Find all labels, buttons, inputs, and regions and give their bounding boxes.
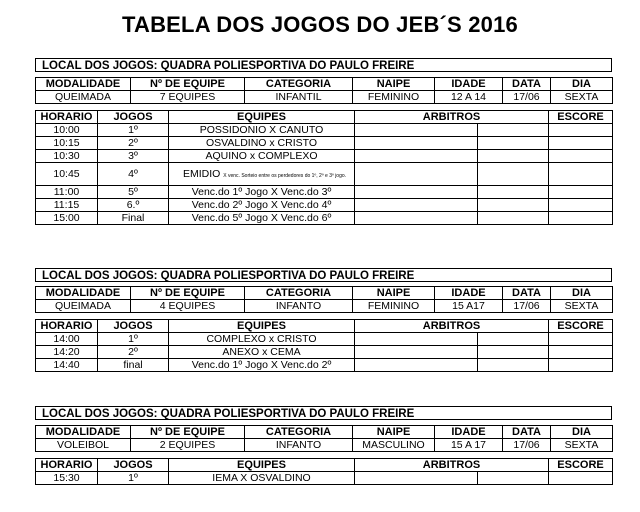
game-teams [169,163,355,186]
game-arbitro [355,199,478,212]
game-time: 15:00 [36,212,98,225]
games-table [35,458,613,485]
game-time: 14:40 [36,359,98,372]
games-table [35,319,613,372]
header-escore: ESCORE [549,111,613,124]
game-escore [549,150,613,163]
header-arbitros: ARBITROS [355,111,549,124]
info-dia: SEXTA [551,91,613,104]
header-arbitros: ARBITROS [355,459,549,472]
table-row [36,186,613,199]
game-arbitro [355,333,478,346]
game-escore [549,137,613,150]
game-arbitro-2 [478,212,549,225]
game-arbitro [355,124,478,137]
info-idade: 15 A17 [435,300,503,313]
header-escore: ESCORE [549,320,613,333]
game-teams: AQUINO x COMPLEXO [169,150,355,163]
section-2 [35,268,612,371]
table-row [36,150,613,163]
game-arbitro-2 [478,359,549,372]
game-arbitro-2 [478,124,549,137]
table-row [36,137,613,150]
table-row [36,333,613,346]
game-number: 1º [98,124,169,137]
info-modalidade: QUEIMADA [36,91,131,104]
game-time: 10:30 [36,150,98,163]
header-num-equipe: Nº DE EQUIPE [131,287,245,300]
header-idade: IDADE [435,426,503,439]
info-modalidade: VOLEIBOL [36,439,131,452]
game-number: 2º [98,346,169,359]
game-teams-name: EMIDIO [183,168,221,180]
game-arbitro-2 [478,137,549,150]
game-teams: POSSIDONIO X CANUTO [169,124,355,137]
info-table [35,425,613,452]
local-label: LOCAL DOS JOGOS: QUADRA POLIESPORTIVA DO PAULO FREIRE [35,58,612,72]
info-table [35,77,613,104]
game-teams: Venc.do 1º Jogo X Venc.do 2º [169,359,355,372]
game-arbitro [355,472,478,485]
info-categoria: INFANTO [245,300,353,313]
header-data: DATA [503,78,551,91]
game-number: Final [98,212,169,225]
info-naipe: MASCULINO [353,439,435,452]
section-1 [35,58,612,224]
info-naipe: FEMININO [353,91,435,104]
game-arbitro [355,137,478,150]
info-num-equipe: 2 EQUIPES [131,439,245,452]
table-row [36,199,613,212]
game-escore [549,163,613,186]
local-label: LOCAL DOS JOGOS: QUADRA POLIESPORTIVA DO PAULO FREIRE [35,406,612,420]
game-number: 4º [98,163,169,186]
header-equipes: EQUIPES [169,459,355,472]
game-escore [549,124,613,137]
info-dia: SEXTA [551,439,613,452]
section-3 [35,406,612,484]
game-time: 10:45 [36,163,98,186]
info-idade: 12 A 14 [435,91,503,104]
header-equipes: EQUIPES [169,111,355,124]
game-time: 15:30 [36,472,98,485]
header-jogos: JOGOS [98,111,169,124]
header-modalidade: MODALIDADE [36,426,131,439]
header-num-equipe: Nº DE EQUIPE [131,426,245,439]
header-equipes: EQUIPES [169,320,355,333]
header-arbitros: ARBITROS [355,320,549,333]
game-number: 1º [98,333,169,346]
info-categoria: INFANTO [245,439,353,452]
header-naipe: NAIPE [353,78,435,91]
game-time: 10:00 [36,124,98,137]
info-categoria: INFANTIL [245,91,353,104]
game-time: 14:00 [36,333,98,346]
game-teams: IEMA X OSVALDINO [169,472,355,485]
game-escore [549,359,613,372]
header-dia: DIA [551,78,613,91]
game-arbitro-2 [478,163,549,186]
header-modalidade: MODALIDADE [36,78,131,91]
table-row [36,472,613,485]
game-teams-note: X venc. Sorteio entre os perdedores do 1º, 2º e 3º jogo. [223,173,347,179]
game-arbitro [355,212,478,225]
page-title: TABELA DOS JOGOS DO JEB´S 2016 [122,12,518,37]
game-teams: Venc.do 5º Jogo X Venc.do 6º [169,212,355,225]
header-idade: IDADE [435,78,503,91]
game-arbitro [355,359,478,372]
table-row [36,359,613,372]
game-number: 2º [98,137,169,150]
info-naipe: FEMININO [353,300,435,313]
game-arbitro-2 [478,346,549,359]
game-escore [549,333,613,346]
table-row [36,346,613,359]
header-dia: DIA [551,287,613,300]
header-modalidade: MODALIDADE [36,287,131,300]
header-categoria: CATEGORIA [245,78,353,91]
game-time: 10:15 [36,137,98,150]
game-teams: Venc.do 2º Jogo X Venc.do 4º [169,199,355,212]
info-data: 17/06 [503,439,551,452]
header-dia: DIA [551,426,613,439]
game-time: 14:20 [36,346,98,359]
game-teams: COMPLEXO x CRISTO [169,333,355,346]
game-number: 1º [98,472,169,485]
info-data: 17/06 [503,91,551,104]
game-arbitro [355,186,478,199]
game-escore [549,472,613,485]
header-data: DATA [503,426,551,439]
header-jogos: JOGOS [98,459,169,472]
header-categoria: CATEGORIA [245,287,353,300]
info-data: 17/06 [503,300,551,313]
game-arbitro-2 [478,333,549,346]
info-idade: 15 A 17 [435,439,503,452]
info-num-equipe: 7 EQUIPES [131,91,245,104]
info-num-equipe: 4 EQUIPES [131,300,245,313]
game-number: final [98,359,169,372]
game-teams: Venc.do 1º Jogo X Venc.do 3º [169,186,355,199]
header-naipe: NAIPE [353,287,435,300]
game-number: 6.º [98,199,169,212]
table-row [36,124,613,137]
game-arbitro-2 [478,199,549,212]
info-table [35,286,613,313]
header-escore: ESCORE [549,459,613,472]
game-arbitro [355,150,478,163]
header-naipe: NAIPE [353,426,435,439]
header-horario: HORARIO [36,111,98,124]
game-teams: ANEXO x CEMA [169,346,355,359]
header-idade: IDADE [435,287,503,300]
game-time: 11:00 [36,186,98,199]
header-horario: HORARIO [36,320,98,333]
game-arbitro [355,346,478,359]
game-arbitro-2 [478,472,549,485]
game-escore [549,199,613,212]
game-escore [549,186,613,199]
game-arbitro-2 [478,150,549,163]
info-modalidade: QUEIMADA [36,300,131,313]
info-dia: SEXTA [551,300,613,313]
game-number: 5º [98,186,169,199]
game-time: 11:15 [36,199,98,212]
header-horario: HORARIO [36,459,98,472]
header-categoria: CATEGORIA [245,426,353,439]
game-teams: OSVALDINO x CRISTO [169,137,355,150]
game-arbitro-2 [478,186,549,199]
header-jogos: JOGOS [98,320,169,333]
game-number: 3º [98,150,169,163]
local-label: LOCAL DOS JOGOS: QUADRA POLIESPORTIVA DO PAULO FREIRE [35,268,612,282]
header-num-equipe: Nº DE EQUIPE [131,78,245,91]
table-row [36,212,613,225]
header-data: DATA [503,287,551,300]
games-table [35,110,613,225]
game-escore [549,212,613,225]
game-escore [549,346,613,359]
table-row [36,163,613,186]
game-arbitro [355,163,478,186]
